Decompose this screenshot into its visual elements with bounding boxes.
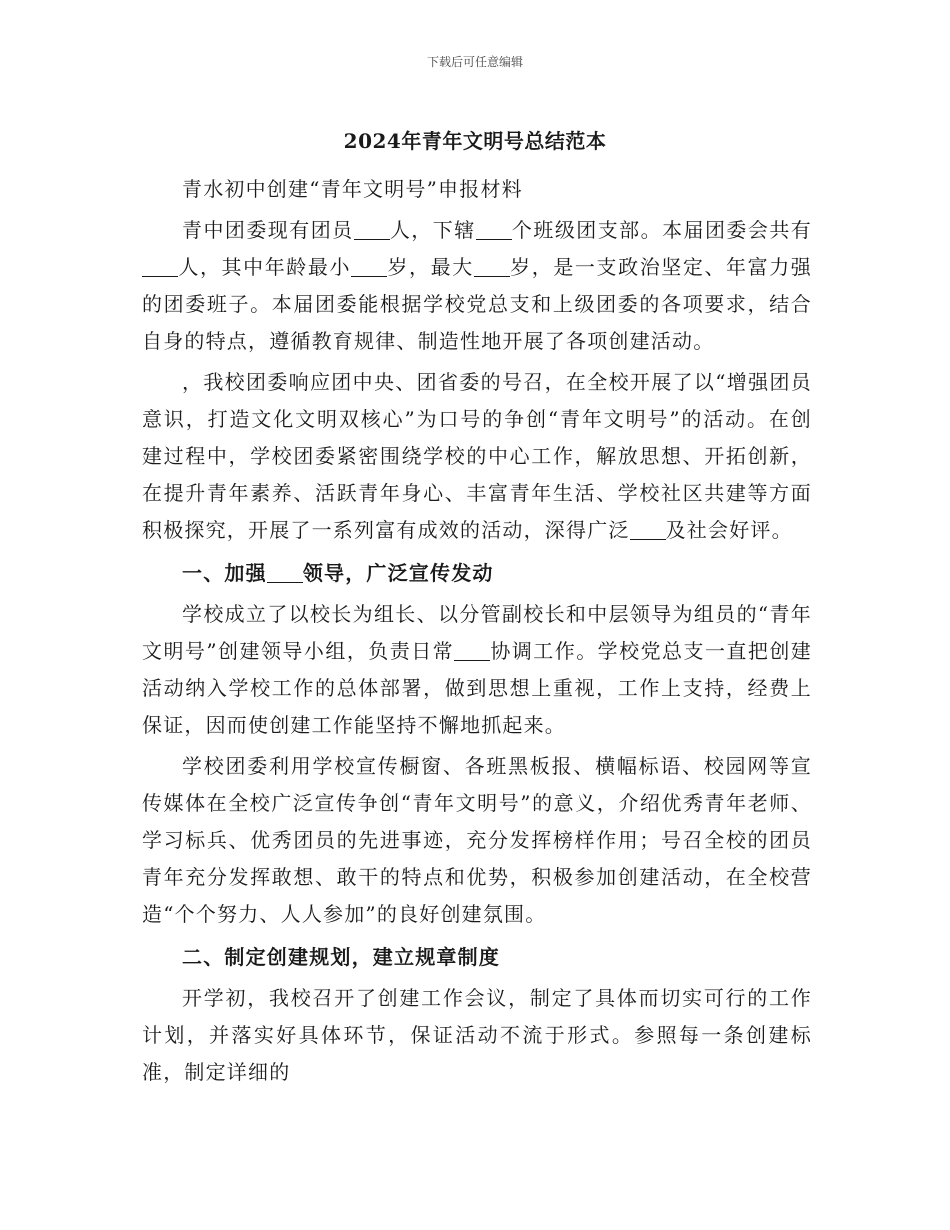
fill-blank: [474, 256, 510, 277]
intro-text: 人，其中年龄最小: [178, 255, 352, 279]
section-1-paragraph-2: 学校团委利用学校宣传橱窗、各班黑板报、横幅标语、校园网等宣传媒体在全校广泛宣传争创“青年文明号”的意义，介绍优秀青年老师、学习标兵、优秀团员的先进事迹，充分发挥榜样作用；号召全校的团员青年充分发挥敢想、敢干的特点和优势，积极参加创建活动，在全校营造“个个努力、人人参加”的良好创建氛围。: [142, 754, 812, 926]
intro-text: 个班级团支部。本届团委会共有: [511, 218, 812, 242]
fill-blank: [354, 219, 390, 240]
section-2-heading: 二、制定创建规划，建立规章制度: [182, 945, 500, 969]
header-note: 下载后可任意编辑: [426, 55, 523, 69]
intro-text: 及社会好评。: [665, 518, 793, 542]
intro-paragraph-1: [142, 212, 812, 360]
document-title: 2024年青年文明号总结范本: [343, 129, 607, 153]
section-1-paragraph-1: [142, 596, 812, 744]
fill-blank: [267, 562, 303, 583]
intro-text: ，我校团委响应团中央、团省委的号召，在全校开展了以“增强团员意识，打造文化文明双核心”为口号的争创“青年文明号”的活动。在创建过程中，学校团委紧密围绕学校的中心工作，解放思想、开拓创新，在提升青年素养、活跃青年身心、丰富青年生活、学校社区共建等方面积极探究，开展了一系列富有成效的活动，深得广泛: [142, 370, 812, 542]
fill-blank: [351, 256, 387, 277]
intro-text: 人，下辖: [389, 218, 476, 242]
fill-blank: [454, 640, 490, 661]
heading-text: 领导，广泛宣传发动: [302, 561, 494, 585]
intro-paragraph-2: [142, 364, 812, 549]
section-2-paragraph-1: 开学初，我校召开了创建工作会议，制定了具体而切实可行的工作计划，并落实好具体环节，保证活动不流于形式。参照每一条创建标准，制定详细的: [142, 986, 812, 1084]
body-text: 学校成立了以校长为组长、以分管副校长和中层领导为组员的“青年文明号”创建领导小组，负责日常: [142, 602, 812, 663]
section-1-heading: [142, 555, 812, 592]
document-body: [142, 171, 812, 1095]
intro-text: 岁，最大: [387, 255, 474, 279]
subtitle: 青水初中创建“青年文明号”申报材料: [182, 177, 523, 201]
intro-text: 岁，是一支政治坚定、年富力强的团委班子。本届团委能根据学校党总支和上级团委的各项要求，结合自身的特点，遵循教育规律、制造性地开展了各项创建活动。: [142, 255, 812, 353]
body-text: 协调工作。学校党总支一直把创建活动纳入学校工作的总体部署，做到思想上重视，工作上支持，经费上保证，因而使创建工作能坚持不懈地抓起来。: [142, 639, 812, 737]
fill-blank: [142, 256, 178, 277]
fill-blank: [476, 219, 512, 240]
fill-blank: [630, 519, 666, 540]
heading-text: 一、加强: [182, 561, 267, 585]
intro-text: 青中团委现有团员: [182, 218, 354, 242]
